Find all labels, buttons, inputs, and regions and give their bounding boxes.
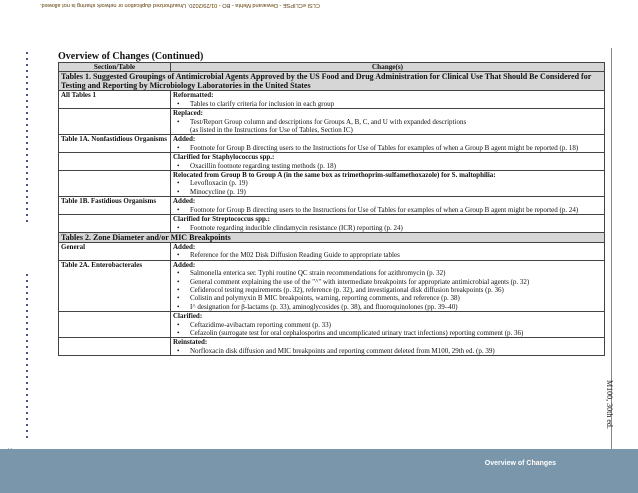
change-block bbox=[171, 215, 605, 233]
side-label: M100, 30th ed. bbox=[605, 380, 614, 429]
change-block bbox=[171, 153, 605, 171]
row-name: Table 1B. Fastidious Organisms bbox=[59, 197, 171, 215]
footer-label: Overview of Changes bbox=[484, 460, 556, 467]
table-row bbox=[59, 171, 605, 197]
row-name: Table 1A. Nonfastidious Organisms bbox=[59, 135, 171, 153]
changes-table bbox=[58, 62, 605, 356]
table-row bbox=[59, 109, 605, 135]
table-row bbox=[59, 91, 605, 109]
change-label: Clarified: bbox=[173, 312, 203, 321]
row-name-continued bbox=[59, 171, 171, 197]
change-item: • Footnote regarding inducible clindamycin resistance (ICR) reporting (p. 24) bbox=[173, 224, 602, 232]
change-label: Added: bbox=[173, 135, 196, 144]
row-name-continued bbox=[59, 109, 171, 135]
change-item: • Test/Report Group column and descriptions for Groups A, B, C, and U with expanded descriptions bbox=[173, 118, 602, 126]
row-name-continued bbox=[59, 215, 171, 233]
change-block bbox=[171, 260, 605, 311]
table-row bbox=[59, 242, 605, 260]
table-row bbox=[59, 215, 605, 233]
table-row bbox=[59, 153, 605, 171]
change-item: • Levofloxacin (p. 19) bbox=[173, 179, 602, 187]
row-name: General bbox=[59, 242, 171, 260]
section-heading: Tables 2. Zone Diameter and/or MIC Breakpoints bbox=[59, 232, 605, 242]
table-row bbox=[59, 312, 605, 338]
table-row bbox=[59, 338, 605, 356]
page-title: Overview of Changes (Continued) bbox=[58, 51, 204, 62]
change-item: • Cefazolin (surrogate test for oral cephalosporins and uncomplicated urinary tract infections) reporting comment (p. 36) bbox=[173, 329, 602, 337]
change-label: Added: bbox=[173, 197, 196, 206]
change-block bbox=[171, 197, 605, 215]
row-name-continued bbox=[59, 338, 171, 356]
change-item: • Tables to clarify criteria for inclusion in each group bbox=[173, 100, 602, 108]
change-block bbox=[171, 135, 605, 153]
change-label: Clarified for Staphylococcus spp.: bbox=[173, 153, 275, 162]
dotted-margin-rule bbox=[26, 272, 28, 442]
change-block bbox=[171, 242, 605, 260]
change-label: Reformatted: bbox=[173, 91, 214, 100]
change-label: Added: bbox=[173, 242, 196, 251]
change-item: • Minocycline (p. 19) bbox=[173, 188, 602, 196]
row-name: All Tables 1 bbox=[59, 91, 171, 109]
table-row bbox=[59, 260, 605, 311]
section-heading-row bbox=[59, 232, 605, 242]
table-row bbox=[59, 197, 605, 215]
change-item: • Colistin and polymyxin B MIC breakpoints, warning, reporting comments, and reference (p. 38) bbox=[173, 294, 602, 302]
change-item: • Oxacillin footnote regarding testing methods (p. 18) bbox=[173, 162, 602, 170]
row-name-continued bbox=[59, 153, 171, 171]
change-item: • Norfloxacin disk diffusion and MIC breakpoints and reporting comment deleted from M100, 29th ed. (p. 39) bbox=[173, 347, 602, 355]
row-name-continued bbox=[59, 312, 171, 338]
change-block bbox=[171, 338, 605, 356]
change-item: • Cefiderocol testing requirements (p. 32), reference (p. 32), and investigational disk diffusion breakpoints (p. 36) bbox=[173, 286, 602, 294]
change-item: • I^ designation for β-lactams (p. 33), aminoglycosides (p. 38), and fluoroquinolones (pp. 39–40) bbox=[173, 303, 602, 311]
change-label: Replaced: bbox=[173, 109, 203, 118]
change-item: • Footnote for Group B directing users to the Instructions for Use of Tables for examples of when a Group B agent might be reported (p. 18) bbox=[173, 144, 602, 152]
column-header-changes: Change(s) bbox=[171, 63, 605, 72]
change-block bbox=[171, 312, 605, 338]
change-item: • Salmonella enterica ser. Typhi routine QC strain recommendations for azithromycin (p. 32) bbox=[173, 269, 602, 277]
change-item: • Ceftazidime-avibactam reporting comment (p. 33) bbox=[173, 321, 602, 329]
change-label: Clarified for Streptococcus spp.: bbox=[173, 215, 270, 224]
change-label: Relocated from Group B to Group A (in the same box as trimethoprim-sulfamethoxazole) for S. maltophilia: bbox=[173, 171, 496, 180]
section-heading-row bbox=[59, 72, 605, 91]
change-item: • Footnote for Group B directing users to the Instructions for Use of Tables for examples of when a Group B agent might be reported (p. 24) bbox=[173, 206, 602, 214]
change-subnote: (as listed in the Instructions for Use of Tables, Section IC) bbox=[190, 126, 353, 135]
change-item: • Reference for the M02 Disk Diffusion Reading Guide to appropriate tables bbox=[173, 251, 602, 259]
change-label: Reinstated: bbox=[173, 338, 208, 347]
change-block bbox=[171, 91, 605, 109]
column-header-section: Section/Table bbox=[59, 63, 171, 72]
footer-bar bbox=[0, 449, 638, 493]
table-header-row bbox=[59, 63, 605, 72]
change-label: Added: bbox=[173, 260, 196, 269]
section-heading: Tables 1. Suggested Groupings of Antimicrobial Agents Approved by the US Food and Drug Administration for Clinical Use That Should Be Considered for Testing and Reporting by Microbiology Laboratories in the United States bbox=[59, 72, 605, 91]
copyright-watermark: CLSI eCLIPSE - Dewarand Mehta - BO - 01/29/2020. Unauthorized duplication or network sharing is not allowed. bbox=[40, 2, 320, 8]
dotted-margin-rule bbox=[26, 50, 28, 225]
change-block bbox=[171, 171, 605, 197]
row-name: Table 2A. Enterobacterales bbox=[59, 260, 171, 311]
table-row bbox=[59, 135, 605, 153]
change-block bbox=[171, 109, 605, 135]
change-item: • General comment explaining the use of the "^" with intermediate breakpoints for appropriate antimicrobial agents (p. 32) bbox=[173, 278, 602, 286]
